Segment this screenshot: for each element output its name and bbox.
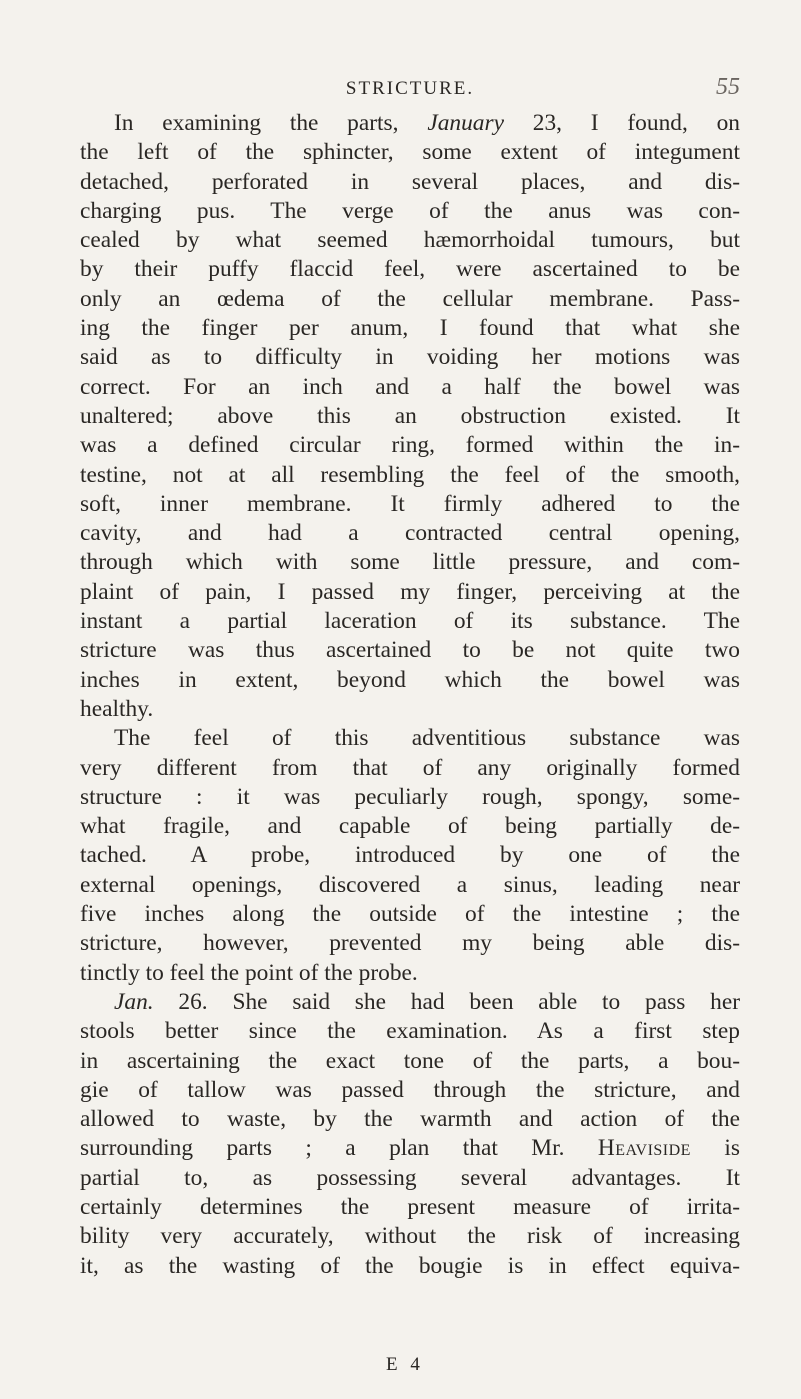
text-line: partial to, as possessing several advantages. It xyxy=(80,1164,740,1191)
text-line: plaint of pain, I passed my finger, perceiving at the xyxy=(80,578,740,605)
text-line: stricture, however, prevented my being able dis- xyxy=(80,930,740,957)
text-line: tinctly to feel the point of the probe. xyxy=(80,959,418,986)
text-line: tached. A probe, introduced by one of the xyxy=(80,842,740,869)
text-line: Jan. 26. She said she had been able to pass her xyxy=(114,988,740,1015)
text-line: healthy. xyxy=(80,695,154,722)
signature-mark: E 4 xyxy=(386,1354,424,1375)
text-line: certainly determines the present measure of irrita- xyxy=(80,1193,740,1220)
text-line: only an œdema of the cellular membrane. Pass- xyxy=(80,285,740,312)
text-line: five inches along the outside of the intestine ; the xyxy=(80,901,740,928)
text-line: what fragile, and capable of being partially de- xyxy=(80,813,740,840)
text-line: correct. For an inch and a half the bowel was xyxy=(80,373,740,400)
text-line: allowed to waste, by the warmth and action of the xyxy=(80,1106,740,1133)
text-line: The feel of this adventitious substance was xyxy=(114,725,740,752)
text-line: stools better since the examination. As a first step xyxy=(80,1018,740,1045)
text-line: external openings, discovered a sinus, leading near xyxy=(80,871,740,898)
text-line: very different from that of any originally formed xyxy=(80,754,740,781)
text-line: instant a partial laceration of its substance. The xyxy=(80,608,740,635)
text-line: cavity, and had a contracted central opening, xyxy=(80,520,740,547)
text-line: soft, inner membrane. It firmly adhered to the xyxy=(80,490,740,517)
text-line: was a defined circular ring, formed within the in- xyxy=(80,432,740,459)
text-line: cealed by what seemed hæmorrhoidal tumours, but xyxy=(80,227,740,254)
text-line: ing the finger per anum, I found that what she xyxy=(80,315,740,342)
text-line: structure : it was peculiarly rough, spongy, some- xyxy=(80,783,740,810)
page-number: 55 xyxy=(716,74,740,100)
text-line: surrounding parts ; a plan that Mr. Heaviside is xyxy=(80,1135,740,1162)
text-line: charging pus. The verge of the anus was con- xyxy=(80,197,740,224)
running-head xyxy=(80,74,740,104)
text-line: In examining the parts, January 23, I found, on xyxy=(114,110,740,136)
text-line: bility very accurately, without the risk of increasing xyxy=(80,1223,740,1250)
text-line: stricture was thus ascertained to be not quite two xyxy=(80,637,740,664)
text-line: inches in extent, beyond which the bowel was xyxy=(80,666,740,693)
text-line: said as to difficulty in voiding her motions was xyxy=(80,344,740,371)
body-text xyxy=(80,109,740,1281)
text-line: by their puffy flaccid feel, were ascertained to be xyxy=(80,256,740,283)
text-line: unaltered; above this an obstruction existed. It xyxy=(80,402,740,429)
text-line: it, as the wasting of the bougie is in effect equiva- xyxy=(80,1252,740,1279)
running-title: STRICTURE. xyxy=(345,78,475,99)
text-line: in ascertaining the exact tone of the parts, a bou- xyxy=(80,1047,740,1074)
text-line: detached, perforated in several places, and dis- xyxy=(80,168,740,195)
text-line: through which with some little pressure, and com- xyxy=(80,549,740,576)
text-line: the left of the sphincter, some extent of integument xyxy=(80,139,740,166)
text-line: testine, not at all resembling the feel of the smooth, xyxy=(80,461,740,488)
text-line: gie of tallow was passed through the stricture, and xyxy=(80,1076,740,1103)
